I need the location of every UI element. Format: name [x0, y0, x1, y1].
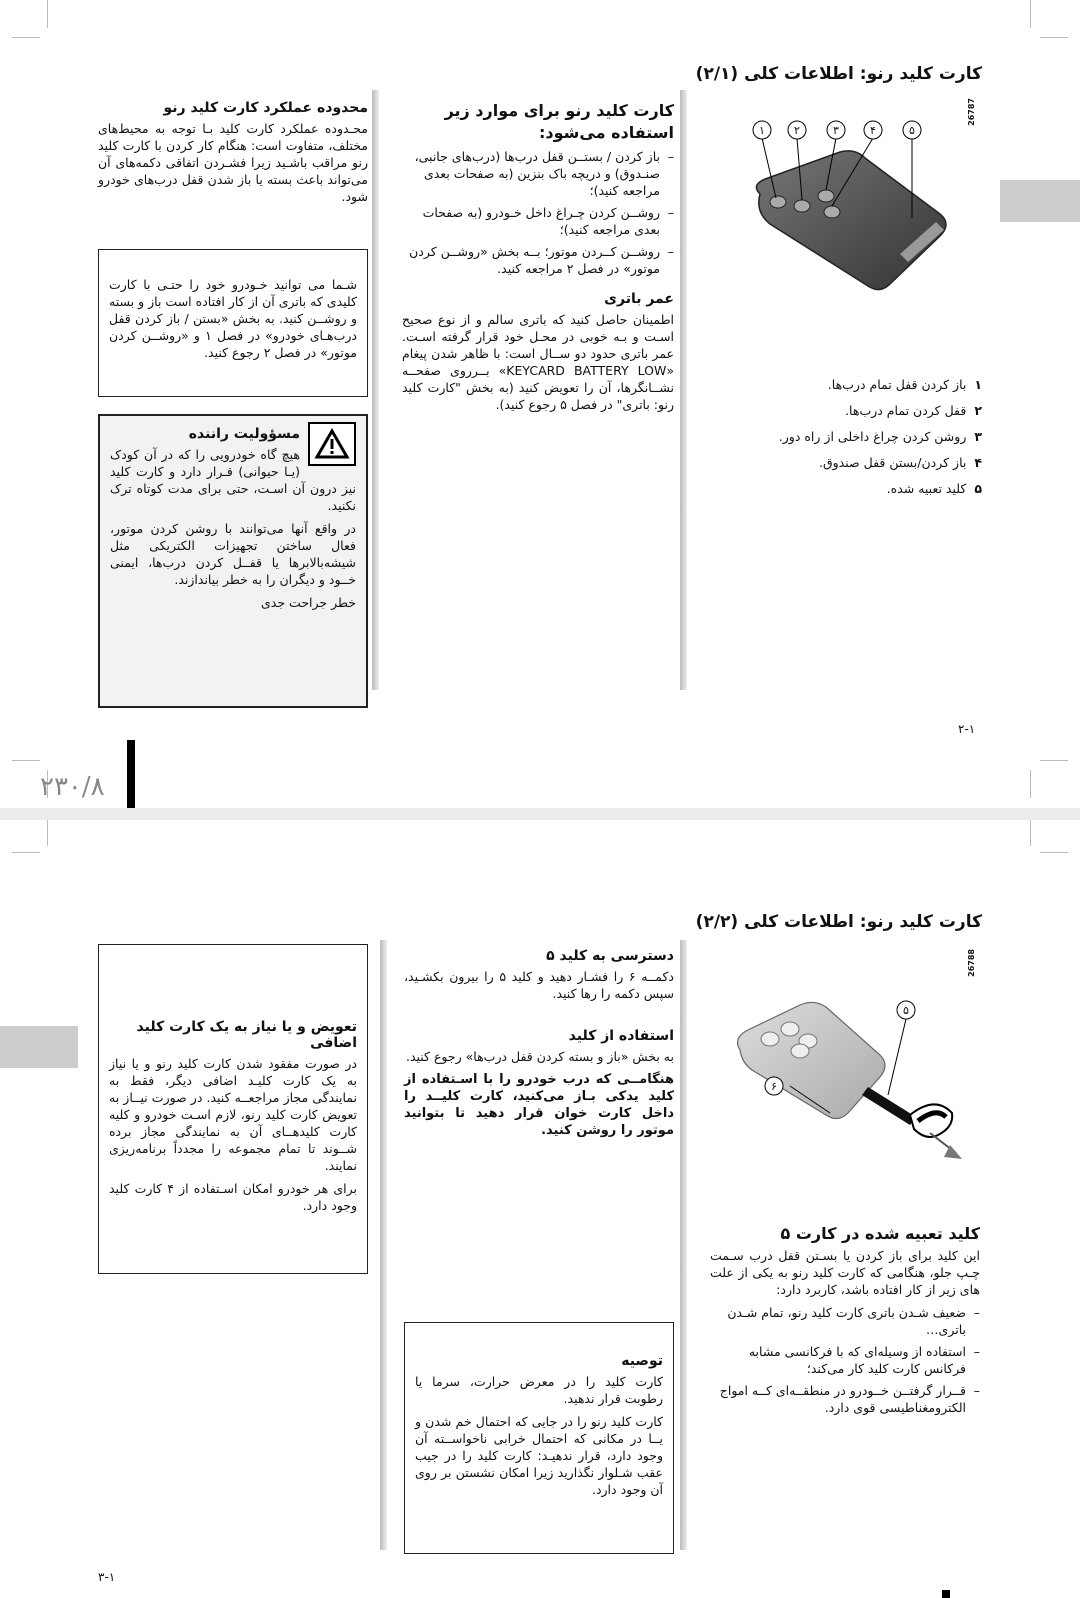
callout-label: ۴ — [870, 124, 876, 137]
advice-text: کارت کلید رنو را در جایی که احتمال خم شدن و یــا در مکانی که احتمال خرابی ناخواســته آن وجود دارد، قرار ندهیـد: کارت کلید را در جیب عقب شـلوار نگذارید زیرا امکان نشستن بر روی آن وجود دارد. — [415, 1414, 663, 1497]
warning-text: خطر جراحت جدی — [261, 595, 356, 610]
battery-heading: عمر باتری — [604, 291, 674, 307]
legend-item: ۳روشن کردن چراغ داخلی از راه دور. — [778, 429, 982, 444]
usage-list — [402, 148, 674, 277]
use-text: به بخش «باز و بسته کردن قفل درب‌ها» رجوع کنید. — [405, 1049, 674, 1064]
use-bold-text: هنگامــی که درب خودرو را با اسـتفاده از کلید یدکی بـاز می‌کنید، کارت کلیــد را داخل کارت خوان قرار دهید تا بتوانید موتور را روشن کنید. — [404, 1072, 674, 1138]
chapter-tab — [0, 1026, 78, 1068]
callout-label: ۱ — [759, 124, 765, 137]
page-number: ۳-۱ — [98, 1570, 116, 1584]
crop-mark — [12, 852, 40, 853]
warning-text: در واقع آنها می‌توانند با روشن کردن موتور، فعال ساختن تجهیزات الکتریکی مثل شیشه‌بالابرها یا قفــل کردن درب‌ها، ایمنی خــود و دیگران را به خطر بیاندازند. — [110, 521, 356, 587]
legend-item: ۵کلید تعبیه شده. — [886, 481, 982, 496]
crop-mark — [1030, 770, 1031, 798]
keycard-key-figure — [730, 945, 980, 1175]
usage-item: – روشــن کــردن موتور؛ بــه بخش «روشــن کردن موتور» در فصل ۲ مراجعه کنید. — [402, 243, 674, 277]
crop-mark — [12, 760, 40, 761]
crop-mark — [1040, 37, 1068, 38]
black-marker — [942, 1590, 950, 1598]
crop-mark — [47, 818, 48, 846]
callout-label: ۲ — [794, 124, 800, 137]
column-divider — [372, 90, 379, 690]
access-heading: دسترسی به کلید ۵ — [546, 948, 674, 964]
crop-mark — [1040, 760, 1068, 761]
embedded-key-item: – ضعیف شـدن باتری کارت کلید رنو، تمام شـدن باتری… — [710, 1304, 980, 1338]
replacement-box — [98, 944, 368, 1274]
access-text: دکمــه ۶ را فشـار دهید و کلید ۵ را بیرون بکشـید، سپس دکمه را رها کنید. — [404, 969, 674, 1001]
embedded-key-column — [710, 1224, 980, 1421]
advice-text: کارت کلید را در معرض حرارت، سرما یا رطوبت قرار ندهید. — [415, 1374, 663, 1406]
warning-text: هیچ گاه خودرویی را که در آن کودک (یـا حیوانی) قـرار دارد و کارت کلید نیز درون آن اسـت، حتی برای مدت کوتاه ترک نکنید. — [110, 447, 356, 513]
keycard-figure — [740, 94, 980, 314]
page-number: ۲-۱ — [958, 722, 976, 736]
key-access-column — [404, 948, 674, 1145]
keycard-illustration — [740, 94, 980, 314]
warning-title: مسؤولیت راننده — [188, 426, 300, 442]
info-box — [98, 249, 368, 397]
range-column — [98, 100, 368, 211]
usage-item: – روشــن کردن چـراغ داخل خـودرو (به صفحات بعدی مراجعه کنید)؛ — [402, 204, 674, 238]
legend-item: ۴باز کردن/بستن قفل صندوق. — [818, 455, 982, 470]
callout-label: ۵ — [903, 1004, 909, 1017]
advice-box — [404, 1322, 674, 1554]
image-code: 26788 — [967, 949, 976, 977]
column-divider — [680, 90, 687, 690]
column-divider — [680, 940, 687, 1550]
embedded-key-text: این کلید برای باز کردن یا بسـتن قفل درب سـمت چـپ جلو، هنگامی که کارت کلید رنو به یکی از علت های زیر از کار افتاده باشد، کاربرد دارد: — [710, 1248, 980, 1297]
warning-icon — [308, 422, 356, 466]
black-marker — [127, 740, 135, 810]
legend-item: ۱باز کردن قفل تمام درب‌ها. — [827, 377, 982, 392]
embedded-key-list — [710, 1304, 980, 1416]
embedded-key-item: – استفاده از وسیله‌ای که با فرکانسی مشابه فرکانس کارت کلید کار می‌کند؛ — [710, 1343, 980, 1377]
usage-heading: کارت کلید رنو برای موارد زیر استفاده می‌شود: — [444, 101, 674, 142]
column-divider — [380, 940, 387, 1550]
replacement-text: در صورت مفقود شدن کارت کلید رنو و یا نیاز به یک کارت کلیـد اضافی دیگر، فقط به نمایندگی مجاز مراجعــه کنید. در صورت نیــاز به تعویض کارت کلید رنو، لازم اسـت خودرو و کلیه کارت کلیدهــای آن به نمایندگی مجاز برده شــوند تا تمام مجموعه را مجدداً برنامه‌ریزی نمایند. — [109, 1056, 357, 1173]
info-text: شـما می توانید خـودرو خود را حتـی با کارت کلیدی که باتری آن از کار افتاده است باز و بسته و روشــن کنید. به بخش «بستن / باز کردن قفل درب‌هـای خودرو» در فصل ۱ و «روشــن کردن موتور» در فصل ۲ رجوع کنید. — [109, 277, 357, 360]
use-heading: استفاده از کلید — [568, 1028, 674, 1044]
embedded-key-item: – قــرار گرفتــن خــودرو در منطقــه‌ای کــه امواج الکترومغناطیسی قوی دارد. — [710, 1382, 980, 1416]
legend-item: ۲قفل کردن تمام درب‌ها. — [845, 403, 982, 418]
crop-mark — [1040, 852, 1068, 853]
crop-mark — [1030, 818, 1031, 846]
warning-box — [98, 414, 368, 708]
callout-label: ۳ — [833, 124, 839, 137]
range-heading: محدوده عملکرد کارت کلید رنو — [163, 100, 368, 116]
image-code: 26787 — [967, 98, 976, 126]
keycard-key-illustration — [730, 945, 980, 1175]
usage-column — [402, 100, 674, 419]
advice-title: توصیه — [621, 1353, 663, 1369]
page-title: کارت کلید رنو: اطلاعات کلی (۲/۲) — [695, 912, 982, 932]
legend-list — [702, 372, 982, 502]
replacement-text: برای هر خودرو امکان اسـتفاده از ۴ کارت کلید وجود دارد. — [109, 1181, 358, 1213]
usage-item: – باز کردن / بستــن قفل درب‌ها (درب‌های جانبی، صنـدوق) و دریچه باک بنزین (به صفحات بعدی مراجعه کنید)؛ — [402, 148, 674, 199]
reference-code: ۲۳۰/۸ — [40, 772, 105, 802]
embedded-key-heading: کلید تعبیه شده در کارت ۵ — [780, 1224, 980, 1243]
page-title: کارت کلید رنو: اطلاعات کلی (۲/۱) — [695, 64, 982, 84]
range-text: محـدوده عملکرد کارت کلید بـا توجه به محیط‌های مختلف، متفاوت است: هنگام کار کردن با کارت کلید رنو مراقب باشـید زیرا فشـردن اتفاقی دکمه‌های آن می‌تواند باعث بسته یا باز شدن قفل درب‌های خودرو شود. — [98, 121, 368, 204]
crop-mark — [1030, 0, 1031, 28]
callout-label: ۵ — [909, 124, 915, 137]
replacement-heading: تعویض و یا نیاز به یک کارت کلید اضافی — [136, 1019, 357, 1051]
chapter-tab — [1000, 180, 1080, 222]
crop-mark — [47, 0, 48, 28]
battery-text: اطمینان حاصل کنید که باتری سالم و از نوع صحیح اسـت و بـه خوبی در محـل خود قرار گرفته اسـت. عمر باتری حدود دو ســال است: با ظاهر شدن پیغام «KEYCARD BATTERY LOW» بــرروی صفحــه نشــانگرها، آن را تعویض کنید (به بخش "کارت کلید رنو: باتری" در فصل ۵ رجوع کنید). — [402, 312, 674, 412]
callout-label: ۶ — [771, 1080, 777, 1093]
crop-mark — [12, 37, 40, 38]
page-separator — [0, 808, 1080, 820]
